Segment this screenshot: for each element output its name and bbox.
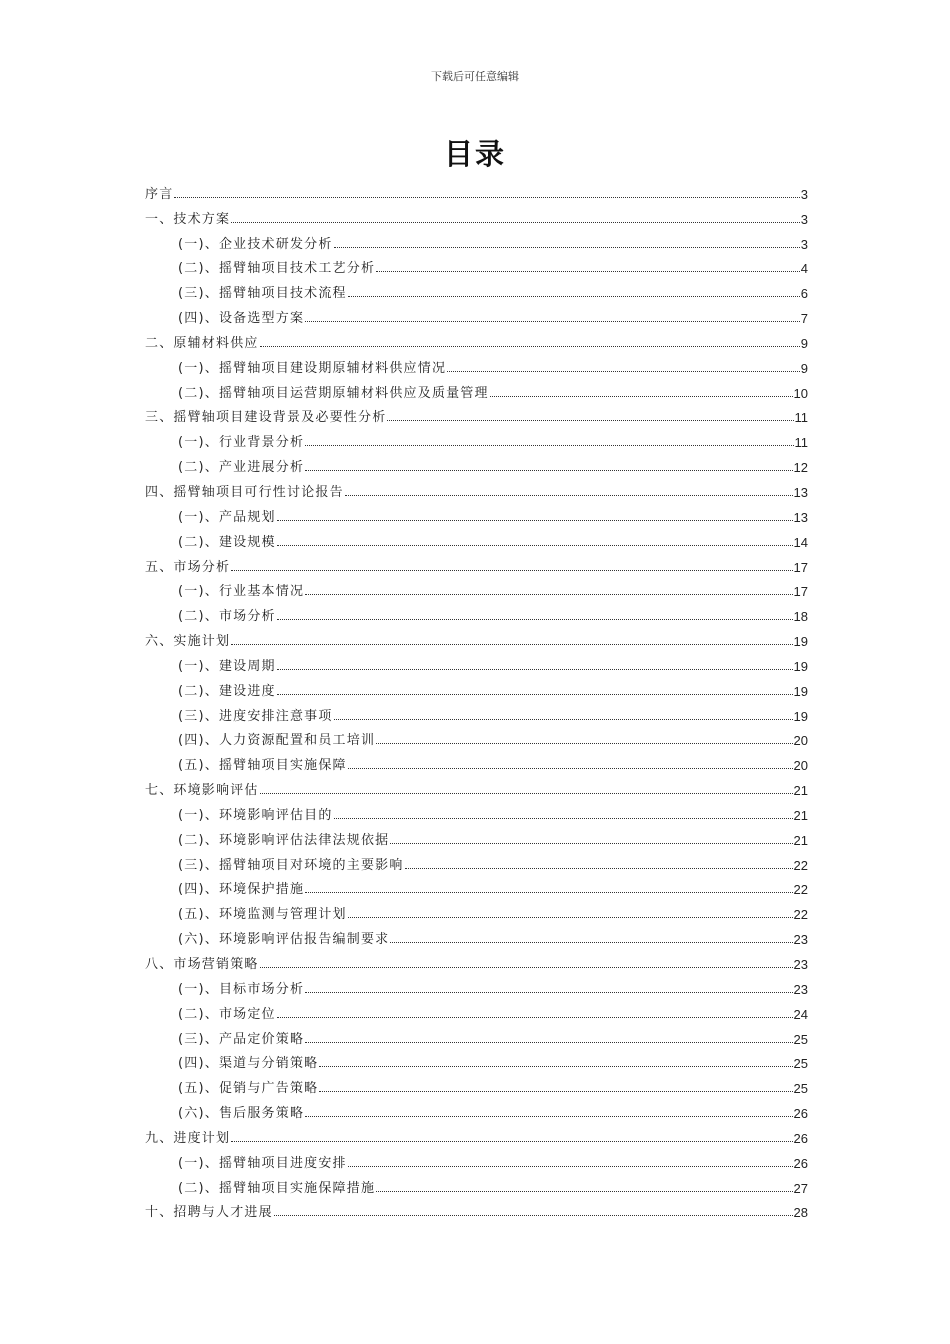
toc-dot-leader <box>305 470 792 471</box>
toc-entry-label: (一)、企业技术研发分析 <box>178 236 333 252</box>
toc-subentry[interactable] <box>145 649 808 674</box>
toc-page-number: 17 <box>793 559 808 575</box>
toc-dot-leader <box>277 669 793 670</box>
toc-entry-label: (一)、行业背景分析 <box>178 435 305 451</box>
toc-subentry[interactable] <box>145 798 808 823</box>
toc-dot-leader <box>305 321 800 322</box>
toc-dot-leader <box>305 892 792 893</box>
toc-subentry[interactable] <box>145 450 808 475</box>
toc-subentry[interactable] <box>145 351 808 376</box>
toc-dot-leader <box>387 420 793 421</box>
toc-entry[interactable] <box>145 550 808 575</box>
toc-entry-label: 六、实施计划 <box>145 634 231 650</box>
toc-page-number: 13 <box>793 484 808 500</box>
toc-entry-label: (五)、摇臂轴项目实施保障 <box>178 758 347 774</box>
toc-subentry[interactable] <box>145 922 808 947</box>
toc-page-number: 9 <box>800 335 808 351</box>
toc-page-number: 11 <box>794 435 808 451</box>
toc-entry-label: (四)、设备选型方案 <box>178 311 305 327</box>
toc-dot-leader <box>348 768 793 769</box>
toc-dot-leader <box>274 1215 793 1216</box>
toc-entry-label: (二)、市场定位 <box>178 1006 276 1022</box>
toc-subentry[interactable] <box>145 1171 808 1196</box>
toc-subentry[interactable] <box>145 575 808 600</box>
toc-subentry[interactable] <box>145 376 808 401</box>
toc-page-number: 3 <box>800 236 808 252</box>
toc-page-number: 23 <box>793 957 808 972</box>
table-of-contents <box>145 177 808 1220</box>
toc-entry-label: 序言 <box>145 186 174 202</box>
toc-entry-label: (五)、环境监测与管理计划 <box>178 907 347 923</box>
toc-entry-label: (三)、摇臂轴项目技术流程 <box>178 286 347 302</box>
toc-entry[interactable] <box>145 773 808 798</box>
toc-page-number: 26 <box>793 1155 808 1171</box>
toc-entry[interactable] <box>145 401 808 426</box>
toc-dot-leader <box>334 247 800 248</box>
toc-entry-label: (五)、促销与广告策略 <box>178 1081 319 1097</box>
toc-subentry[interactable] <box>145 276 808 301</box>
toc-subentry[interactable] <box>145 301 808 326</box>
toc-dot-leader <box>334 818 793 819</box>
toc-subentry[interactable] <box>145 599 808 624</box>
toc-subentry[interactable] <box>145 227 808 252</box>
toc-page-number: 19 <box>793 658 808 674</box>
toc-subentry[interactable] <box>145 1022 808 1047</box>
toc-dot-leader <box>390 942 792 943</box>
toc-entry-label: (一)、产品规划 <box>178 509 276 525</box>
toc-entry-label: (二)、市场分析 <box>178 609 276 625</box>
toc-dot-leader <box>490 396 793 397</box>
toc-entry[interactable] <box>145 202 808 227</box>
toc-entry-label: (一)、摇臂轴项目建设期原辅材料供应情况 <box>178 360 447 376</box>
toc-page-number: 25 <box>793 1031 808 1047</box>
toc-dot-leader <box>231 644 792 645</box>
toc-dot-leader <box>277 520 793 521</box>
toc-page-number: 21 <box>793 783 808 799</box>
toc-page-number: 22 <box>793 857 808 873</box>
toc-entry-label: (六)、售后服务策略 <box>178 1106 305 1122</box>
toc-dot-leader <box>305 445 793 446</box>
toc-entry-label: (二)、产业进展分析 <box>178 460 305 476</box>
toc-page-number: 7 <box>800 311 808 327</box>
toc-dot-leader <box>260 793 793 794</box>
toc-dot-leader <box>277 694 793 695</box>
header-note: 下载后可任意编辑 <box>431 70 519 83</box>
toc-page-number: 25 <box>793 1056 808 1072</box>
toc-dot-leader <box>334 719 793 720</box>
toc-page-number: 14 <box>793 534 808 550</box>
toc-dot-leader <box>447 371 800 372</box>
toc-page-number: 12 <box>793 460 808 476</box>
toc-entry-label: (二)、环境影响评估法律法规依据 <box>178 832 390 848</box>
toc-entry-label: 九、进度计划 <box>145 1130 231 1146</box>
toc-page-number: 19 <box>793 634 808 650</box>
toc-dot-leader <box>260 967 793 968</box>
toc-entry-label: 三、摇臂轴项目建设背景及必要性分析 <box>145 410 387 426</box>
toc-dot-leader <box>305 992 792 993</box>
toc-entry-label: (一)、建设周期 <box>178 658 276 674</box>
toc-dot-leader <box>390 843 792 844</box>
toc-page-number: 19 <box>793 708 808 724</box>
toc-entry-label: (一)、环境影响评估目的 <box>178 807 333 823</box>
toc-entry-label: (一)、摇臂轴项目进度安排 <box>178 1155 347 1171</box>
toc-entry-label: (二)、摇臂轴项目实施保障措施 <box>178 1180 376 1196</box>
toc-dot-leader <box>231 222 800 223</box>
toc-entry[interactable] <box>145 1121 808 1146</box>
toc-subentry[interactable] <box>145 823 808 848</box>
toc-entry-label: (三)、进度安排注意事项 <box>178 708 333 724</box>
toc-dot-leader <box>376 743 792 744</box>
toc-subentry[interactable] <box>145 252 808 277</box>
toc-page-number: 24 <box>793 1006 808 1022</box>
toc-dot-leader <box>345 495 793 496</box>
toc-dot-leader <box>319 1066 792 1067</box>
toc-dot-leader <box>348 1166 793 1167</box>
toc-subentry[interactable] <box>145 1071 808 1096</box>
toc-subentry[interactable] <box>145 425 808 450</box>
toc-dot-leader <box>405 868 793 869</box>
toc-entry-label: (三)、摇臂轴项目对环境的主要影响 <box>178 857 404 873</box>
toc-page-number: 9 <box>800 360 808 376</box>
toc-subentry[interactable] <box>145 848 808 873</box>
toc-page-number: 26 <box>793 1130 808 1146</box>
toc-page-number: 20 <box>793 733 808 749</box>
toc-page-number: 20 <box>793 758 808 774</box>
toc-page-number: 4 <box>800 261 808 277</box>
toc-page-number: 26 <box>793 1106 808 1122</box>
toc-entry-label: 五、市场分析 <box>145 559 231 575</box>
toc-dot-leader <box>305 1042 792 1043</box>
toc-entry-label: (六)、环境影响评估报告编制要求 <box>178 932 390 948</box>
toc-entry-label: (二)、建设进度 <box>178 683 276 699</box>
toc-entry[interactable] <box>145 177 808 202</box>
toc-page-number: 21 <box>793 807 808 823</box>
toc-subentry[interactable] <box>145 674 808 699</box>
toc-dot-leader <box>231 1141 792 1142</box>
toc-entry-label: (一)、目标市场分析 <box>178 981 305 997</box>
toc-dot-leader <box>305 1116 792 1117</box>
toc-page-number: 19 <box>793 683 808 699</box>
toc-subentry[interactable] <box>145 873 808 898</box>
toc-entry-label: (二)、摇臂轴项目技术工艺分析 <box>178 261 376 277</box>
toc-entry[interactable] <box>145 1196 808 1221</box>
toc-dot-leader <box>319 1091 792 1092</box>
toc-dot-leader <box>260 346 800 347</box>
page-title: 目录 <box>443 137 506 171</box>
toc-entry[interactable] <box>145 475 808 500</box>
toc-dot-leader <box>277 1017 793 1018</box>
toc-subentry[interactable] <box>145 699 808 724</box>
toc-page-number: 23 <box>793 981 808 997</box>
toc-dot-leader <box>231 570 792 571</box>
toc-page-number: 27 <box>793 1180 808 1196</box>
toc-entry-label: 四、摇臂轴项目可行性讨论报告 <box>145 484 344 500</box>
toc-entry[interactable] <box>145 326 808 351</box>
toc-subentry[interactable] <box>145 1146 808 1171</box>
toc-entry[interactable] <box>145 624 808 649</box>
toc-dot-leader <box>277 545 793 546</box>
toc-page-number: 18 <box>793 609 808 625</box>
toc-subentry[interactable] <box>145 500 808 525</box>
toc-entry-label: (四)、人力资源配置和员工培训 <box>178 733 376 749</box>
toc-subentry[interactable] <box>145 997 808 1022</box>
toc-subentry[interactable] <box>145 1096 808 1121</box>
toc-entry-label: (二)、建设规模 <box>178 534 276 550</box>
toc-entry-label: 八、市场营销策略 <box>145 957 259 972</box>
toc-entry-label: (一)、行业基本情况 <box>178 584 305 600</box>
toc-page-number: 10 <box>793 385 808 401</box>
toc-page-number: 28 <box>793 1205 808 1221</box>
toc-dot-leader <box>348 917 793 918</box>
toc-entry-label: (四)、环境保护措施 <box>178 882 305 898</box>
toc-entry-label: 七、环境影响评估 <box>145 783 259 799</box>
toc-page-number: 17 <box>793 584 808 600</box>
toc-page-number: 3 <box>800 186 808 202</box>
toc-page-number: 6 <box>800 286 808 302</box>
toc-page-number: 21 <box>793 832 808 848</box>
toc-subentry[interactable] <box>145 525 808 550</box>
toc-entry-label: (四)、渠道与分销策略 <box>178 1056 319 1072</box>
toc-page-number: 13 <box>793 509 808 525</box>
toc-entry-label: 二、原辅材料供应 <box>145 335 259 351</box>
toc-subentry[interactable] <box>145 897 808 922</box>
toc-entry-label: (三)、产品定价策略 <box>178 1031 305 1047</box>
toc-dot-leader <box>277 619 793 620</box>
toc-entry[interactable] <box>145 947 808 972</box>
toc-subentry[interactable] <box>145 748 808 773</box>
toc-subentry[interactable] <box>145 724 808 749</box>
toc-dot-leader <box>174 197 799 198</box>
toc-dot-leader <box>376 271 800 272</box>
toc-page-number: 11 <box>794 410 808 426</box>
toc-dot-leader <box>348 296 800 297</box>
toc-entry-label: 十、招聘与人才进展 <box>145 1205 273 1221</box>
toc-dot-leader <box>376 1191 792 1192</box>
toc-dot-leader <box>305 594 792 595</box>
toc-page-number: 22 <box>793 907 808 923</box>
toc-page-number: 25 <box>793 1081 808 1097</box>
toc-page-number: 23 <box>793 932 808 948</box>
toc-entry-label: 一、技术方案 <box>145 211 231 227</box>
toc-page-number: 22 <box>793 882 808 898</box>
toc-entry-label: (二)、摇臂轴项目运营期原辅材料供应及质量管理 <box>178 385 489 401</box>
toc-subentry[interactable] <box>145 972 808 997</box>
toc-page-number: 3 <box>800 211 808 227</box>
toc-subentry[interactable] <box>145 1047 808 1072</box>
